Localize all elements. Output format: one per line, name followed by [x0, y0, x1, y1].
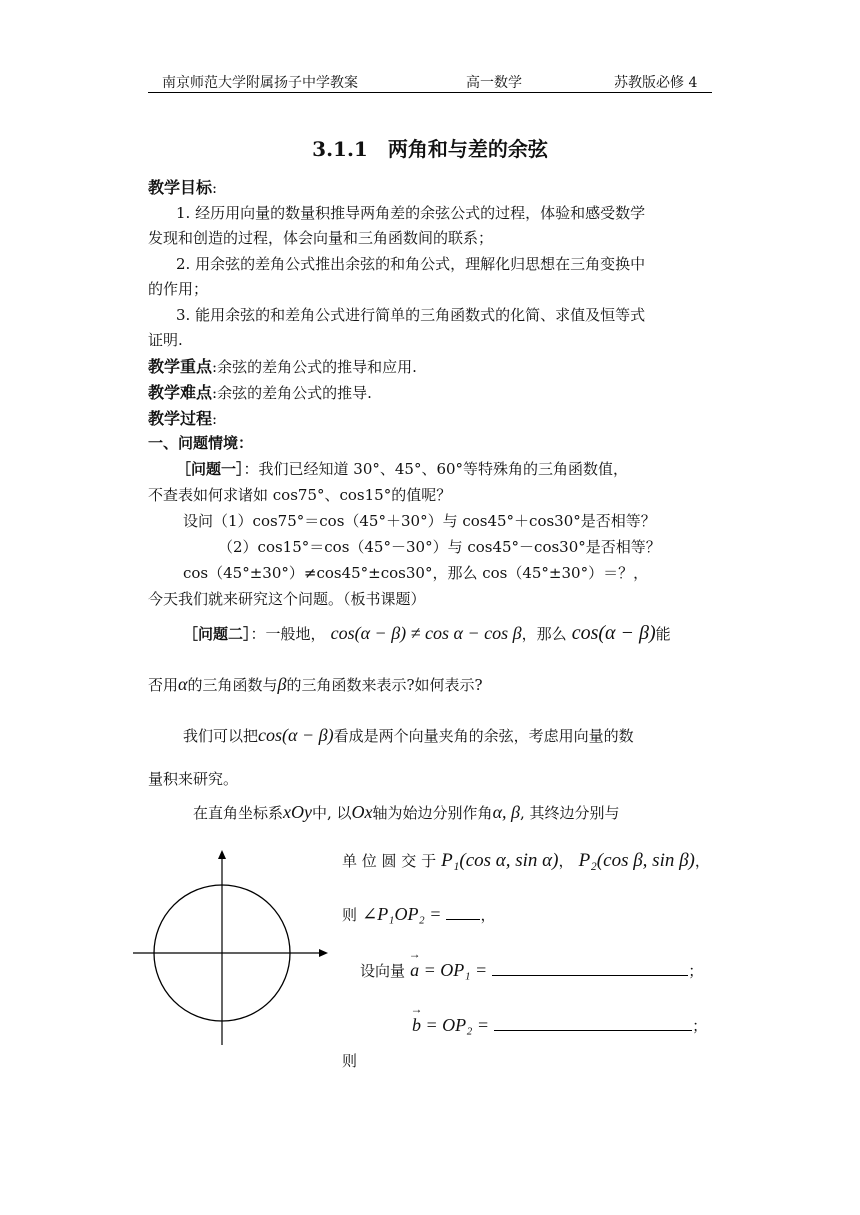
angle-expr: ∠P₁OP₂ = — [362, 904, 442, 924]
intersect-text: 单 位 圆 交 于 — [342, 852, 437, 870]
q2-alpha: α — [178, 674, 188, 694]
process-colon: : — [212, 410, 218, 428]
para4-b: 中, 以 — [312, 804, 352, 822]
difficulty-point — [148, 380, 372, 403]
para4-a: 在直角坐标系 — [193, 804, 284, 822]
goals-heading-line — [148, 175, 217, 198]
section-1-heading: 一、问题情境： — [148, 434, 254, 452]
vector-a: → a — [410, 960, 419, 981]
q2-l2-b: 的三角函数与 — [187, 676, 278, 694]
q1-line-4: （2）cos15°＝cos（45°－30°）与 cos45°－cos30°是否相等？ — [218, 538, 661, 556]
point-sep: ， — [558, 852, 574, 870]
right-line-3 — [360, 960, 703, 981]
q2-text-3: 能 — [655, 625, 671, 643]
q2-text-1: ：一般地， — [250, 625, 326, 643]
q2-line-1 — [183, 622, 671, 645]
page-title: 3.1.1 两角和与差的余弦 — [312, 137, 548, 161]
para4-angles: α, β — [492, 802, 520, 822]
key-point — [148, 354, 417, 377]
right-line-1 — [342, 850, 710, 872]
para3-a: 我们可以把 — [183, 727, 259, 745]
point-end: ， — [694, 852, 710, 870]
goal-2-line-1: 2. 用余弦的差角公式推出余弦的和角公式，理解化归思想在三角变换中 — [176, 255, 646, 273]
para4-c: 轴为始边分别作角 — [372, 804, 493, 822]
difficulty-text: :余弦的差角公式的推导. — [212, 384, 372, 402]
para3-cos-diff: cos(α − β) — [258, 725, 334, 745]
difficulty-heading: 教学难点 — [148, 383, 213, 402]
right-line-2 — [342, 904, 495, 925]
goal-1-line-1: 1. 经历用向量的数量积推导两角差的余弦公式的过程，体验和感受数学 — [176, 204, 646, 222]
vector-a-eq: = OP₁ = — [419, 960, 488, 980]
para3-b: 看成是两个向量夹角的余弦，考虑用向量的数 — [333, 727, 634, 745]
q2-l2-a: 否用 — [148, 676, 179, 694]
q1-line-3: 设问（1）cos75°＝cos（45°＋30°）与 cos45°＋cos30°是否相等？ — [183, 512, 656, 530]
q1-text: ：我们已经知道 30°、45°、60°等特殊角的三角函数值， — [243, 460, 629, 478]
q1-line-5: cos（45°±30°）≠cos45°±cos30°，那么 cos（45°±30°）＝？， — [183, 564, 649, 582]
right-line-5: 则 — [342, 1052, 358, 1070]
goal-2-line-2: 的作用； — [148, 280, 209, 298]
right-line-4 — [412, 1015, 707, 1036]
goals-heading: 教学目标 — [148, 178, 213, 197]
x-axis-arrow — [319, 949, 328, 957]
q1-label: ［问题一］ — [176, 460, 244, 478]
para4-line — [193, 802, 620, 823]
para4-d: , 其终边分别与 — [519, 804, 620, 822]
unit-circle-diagram — [130, 848, 330, 1048]
header-rule — [148, 92, 712, 93]
key-heading: 教学重点 — [148, 357, 213, 376]
para3-line-2: 量积来研究。 — [148, 770, 239, 788]
q1-line-1 — [176, 458, 628, 479]
q2-text-2: ，那么 — [521, 625, 567, 643]
angle-comma: ， — [480, 906, 496, 924]
point-p2: P₂(cos β, sin β) — [578, 850, 695, 871]
q2-l2-c: 的三角函数来表示?如何表示? — [286, 676, 483, 694]
then-text: 则 — [342, 906, 358, 924]
point-p1: P₁(cos α, sin α) — [441, 850, 559, 871]
y-axis-arrow — [218, 850, 226, 859]
goal-3-line-1: 3. 能用余弦的和差角公式进行简单的三角函数式的化简、求值及恒等式 — [176, 306, 646, 324]
goal-3-line-2: 证明. — [148, 331, 183, 349]
vector-a-semicolon: ； — [688, 962, 704, 980]
q1-line-6: 今天我们就来研究这个问题。（板书课题） — [148, 590, 426, 608]
para4-ox: Ox — [351, 802, 373, 822]
vector-intro: 设向量 — [360, 962, 406, 980]
q2-line-2 — [148, 674, 483, 695]
para3-line-1 — [183, 725, 634, 746]
header-left: 南京师范大学附属扬子中学教案 — [162, 75, 358, 91]
q2-cos-diff: cos(α − β) — [571, 622, 656, 644]
vector-b: → b — [412, 1015, 421, 1036]
q2-inequality: cos(α − β) ≠ cos α − cos β — [330, 623, 522, 643]
vector-b-blank[interactable] — [494, 1030, 692, 1031]
vector-b-eq: = OP₂ = — [421, 1015, 490, 1035]
key-text: :余弦的差角公式的推导和应用. — [212, 358, 417, 376]
process-heading-line — [148, 406, 217, 429]
q1-line-2: 不查表如何求诸如 cos75°、cos15°的值呢？ — [148, 486, 452, 504]
vector-a-blank[interactable] — [492, 975, 688, 976]
header-right: 苏教版必修 4 — [614, 75, 698, 91]
goals-colon: : — [212, 179, 218, 197]
angle-blank[interactable] — [446, 919, 480, 920]
q2-beta: β — [277, 674, 287, 694]
process-heading: 教学过程 — [148, 409, 213, 428]
goal-1-line-2: 发现和创造的过程，体会向量和三角函数间的联系； — [148, 229, 494, 247]
header-center: 高一数学 — [466, 75, 522, 91]
para4-xoy: xOy — [283, 802, 312, 822]
q2-label: ［问题二］ — [183, 625, 251, 643]
vector-b-semicolon: ； — [692, 1017, 708, 1035]
